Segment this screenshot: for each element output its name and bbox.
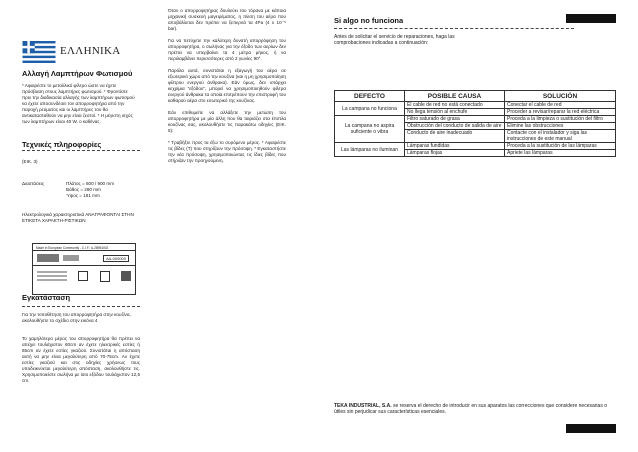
electrical-text: Ηλεκτρολογικά χαρακτηριστικά ΑΝΑΓΡΑΦΟΝΤΑΙ ΣΤΗΝ ΕΤΙΚΕΤΑ ΧΑΡΑΚΤΗ-ΡΙΣΤΙΚΩΝ xyxy=(22,212,134,223)
dimension-depth: Βάθος = 280 mm xyxy=(66,187,101,192)
front-panel-text: Εάν επιθυμείτε να αλλάξετε την μετώπη του απορροφητήρα με μία άλλη που θα ταιριάζει στα έπιπλα κουζίνας σας, ακολουθήστε τις παρακάτω οδηγίες (ΕΙΚ. 5): xyxy=(168,110,286,133)
greek-column-2 xyxy=(168,8,286,170)
dimension-height: Ύψος = 181 mm xyxy=(66,193,100,198)
disclaimer-text: se reserva el derecho de introducir en sus aparatos las correcciones que considere necesarias o útiles sin perjudicar sus características esenciales. xyxy=(334,403,607,416)
plate-made-in: Made in European Community - C.I.F.: A-28954002 xyxy=(33,244,135,251)
section-divider xyxy=(22,306,140,307)
solution-cell: Proceda a la limpieza o sustitución del filtro xyxy=(505,116,616,123)
plate-code-block xyxy=(63,255,79,261)
lamp-change-text: * Αφαιρέστε το μεταλλικό φίλτρο ώστε να έχετε πρόσβαση στους λαμπτήρες φωτισμού. * Φροντίστε πριν την διαδικασία αλλαγής των λαμπτήρων φωτισμού να έχετε αποσυνδέσει τον απορροφητήρα από την παροχή ρεύματος και οι λαμπτήρες του θα αντικατασταθούν να μην είναι ζεστοί. * Η μέγιστη ισχύς των λαμπτήρων είναι 40 W, ο καθένας. xyxy=(22,83,135,124)
solution-cell: Conectar el cable de red xyxy=(505,102,616,109)
company-disclaimer xyxy=(334,403,616,416)
language-label: ΕΛΛΗΝΙΚΑ xyxy=(60,45,121,57)
lamp-change-heading: Αλλαγή Λαμπτήρων Φωτισμού xyxy=(22,69,133,78)
cause-cell: Lámparas fundidas xyxy=(405,143,505,150)
header-cause: POSIBLE CAUSA xyxy=(405,91,505,102)
table-row xyxy=(335,116,616,123)
installation-text-1: Για την τοποθέτηση του απορροφητήρα στην κουζίνα, ακολουθήστε το σχέδιο στην εικόνα 4 xyxy=(22,312,131,323)
plate-model: AA-000000 xyxy=(103,255,129,262)
solution-cell: Contacte con el instalador y siga las instrucciones de este manual xyxy=(505,130,616,143)
rating-plate xyxy=(32,243,136,295)
section-divider xyxy=(334,28,574,29)
defect-cell: Las lámparas no iluminan xyxy=(335,143,405,157)
header-solution: SOLUCIÓN xyxy=(505,91,616,102)
solution-cell: Proceder a revisar/reparar la red eléctrica xyxy=(505,109,616,116)
dimensions-block xyxy=(22,181,142,199)
pressure-text: Όταν ο απορροφητήρας δουλεύει του τόρανα με κάποια μηχανική συσκευή μαγειρέματος, η πίεση του αέρα που αποβάλλεται δεν πρέπει να ξεπερνά τα 4Pa (4 x 10⁻⁵ bar). xyxy=(168,8,286,31)
troubleshooting-intro: Antes de solicitar el servicio de reparaciones, haga las comprobaciones indicadas a continuación: xyxy=(334,34,455,47)
figure-reference: (ΕΙΚ. 3) xyxy=(22,159,38,164)
bin-icon xyxy=(100,271,110,282)
solution-cell: Elimine las obstrucciones xyxy=(505,123,616,130)
solution-cell: Apriete las lámparas xyxy=(505,150,616,157)
barcode-icon xyxy=(121,271,131,281)
plate-logo-block xyxy=(37,254,59,262)
company-name: TEKA INDUSTRIAL, S.A. xyxy=(334,403,392,409)
section-divider xyxy=(22,150,140,151)
tech-info-heading: Τεχνικές πληροφορίες xyxy=(22,140,102,149)
troubleshooting-heading: Si algo no funciona xyxy=(334,16,404,25)
cause-cell: El cable de red no está conectado xyxy=(405,102,505,109)
installation-text-2: Το χαμηλότερο μέρος του απορροφητήρα θα πρέπει να απέχει τουλάχιστον 60cm αν έχετε ηλεκτρικές εστίες ή 65cm αν έχετε εστίες γκαζιού. Συνιστάται η απόσταση αυτή να μην είναι μεγαλύτερη από 70-75cm. Αν έχετε εστίες γκαζιού και στις οδηγίες χρήσεως τους υποδεικνύεται μεγαλύτερη απόσταση, ακολουθήστε τις. Χρησιμοποιείστε σωλήνα με ίσιο εξόδου τουλάχιστον 12,5 cm. xyxy=(22,336,140,383)
greek-flag-icon xyxy=(22,41,56,63)
cause-cell: Obstrucción del conducto de salida de aire xyxy=(405,123,505,130)
defect-cell: La campana no aspira suficiente o vibra xyxy=(335,116,405,143)
header-defect: DEFECTO xyxy=(335,91,405,102)
cause-cell: No llega tensión al enchufe xyxy=(405,109,505,116)
cause-cell: Filtro saturado de grasa xyxy=(405,116,505,123)
cause-cell: Lámparas flojas xyxy=(405,150,505,157)
solution-cell: Proceda a la sustitución de las lámparas xyxy=(505,143,616,150)
defect-cell: La campana no funciona xyxy=(335,102,405,116)
page-marker-bar xyxy=(566,424,616,433)
table-row xyxy=(335,143,616,150)
dimensions-label: Διαστάσεις xyxy=(22,181,45,186)
front-panel-steps: * Τραβήξτε προς τα έξω το συρόμενο μέρος. * Αφαιρέστε τις βίδες (Τ) που στηρίζουν την πρόσοψη. * Εγκαταστήστε την νέα πρόσοψη, χρησιμοποιώντας τις ίδιες βίδες που στήριζαν την προηγούμενη. xyxy=(168,140,286,163)
troubleshooting-table xyxy=(334,90,616,157)
page-marker-bar xyxy=(566,14,616,23)
duct-text: Για να πετύχετε την καλύτερη δυνατή απορρόφηση του απορροφητήρα, ο σωλήνας για την έξοδο των αερίων δεν πρέπει να υπερβαίνει τα 4 μέτρα μήκος, ή να περιλαμβάνει περισσότερες από 2 γωνίες 90°. xyxy=(168,38,286,61)
cause-cell: Conducto de aire inadecuado xyxy=(405,130,505,143)
carbon-filter-text: Παρόλα αυτά, συνιστάται η εξαγωγή του αέρα σε εξωτερικό χώρο από την κουζίνα (και η μη χρησιμοποίηση φίλτρου ενεργού άνθρακα). Εάν όμως, δεν υπάρχει κεχρίμια "εξόδου", μπορεί να χρησιμοποιηθούν φίλτρα ενεργού άνθρακα τα οποία επιτρέπουν την επιστροφή του καθαρού αέρα στο εσωτερικό της κουζίνας. xyxy=(168,68,286,103)
ce-mark-icon xyxy=(78,271,88,281)
installation-heading: Εγκατάσταση xyxy=(22,293,71,302)
dimension-width: Πλάτος = 600 / 900 mm xyxy=(66,181,115,186)
table-row xyxy=(335,102,616,109)
